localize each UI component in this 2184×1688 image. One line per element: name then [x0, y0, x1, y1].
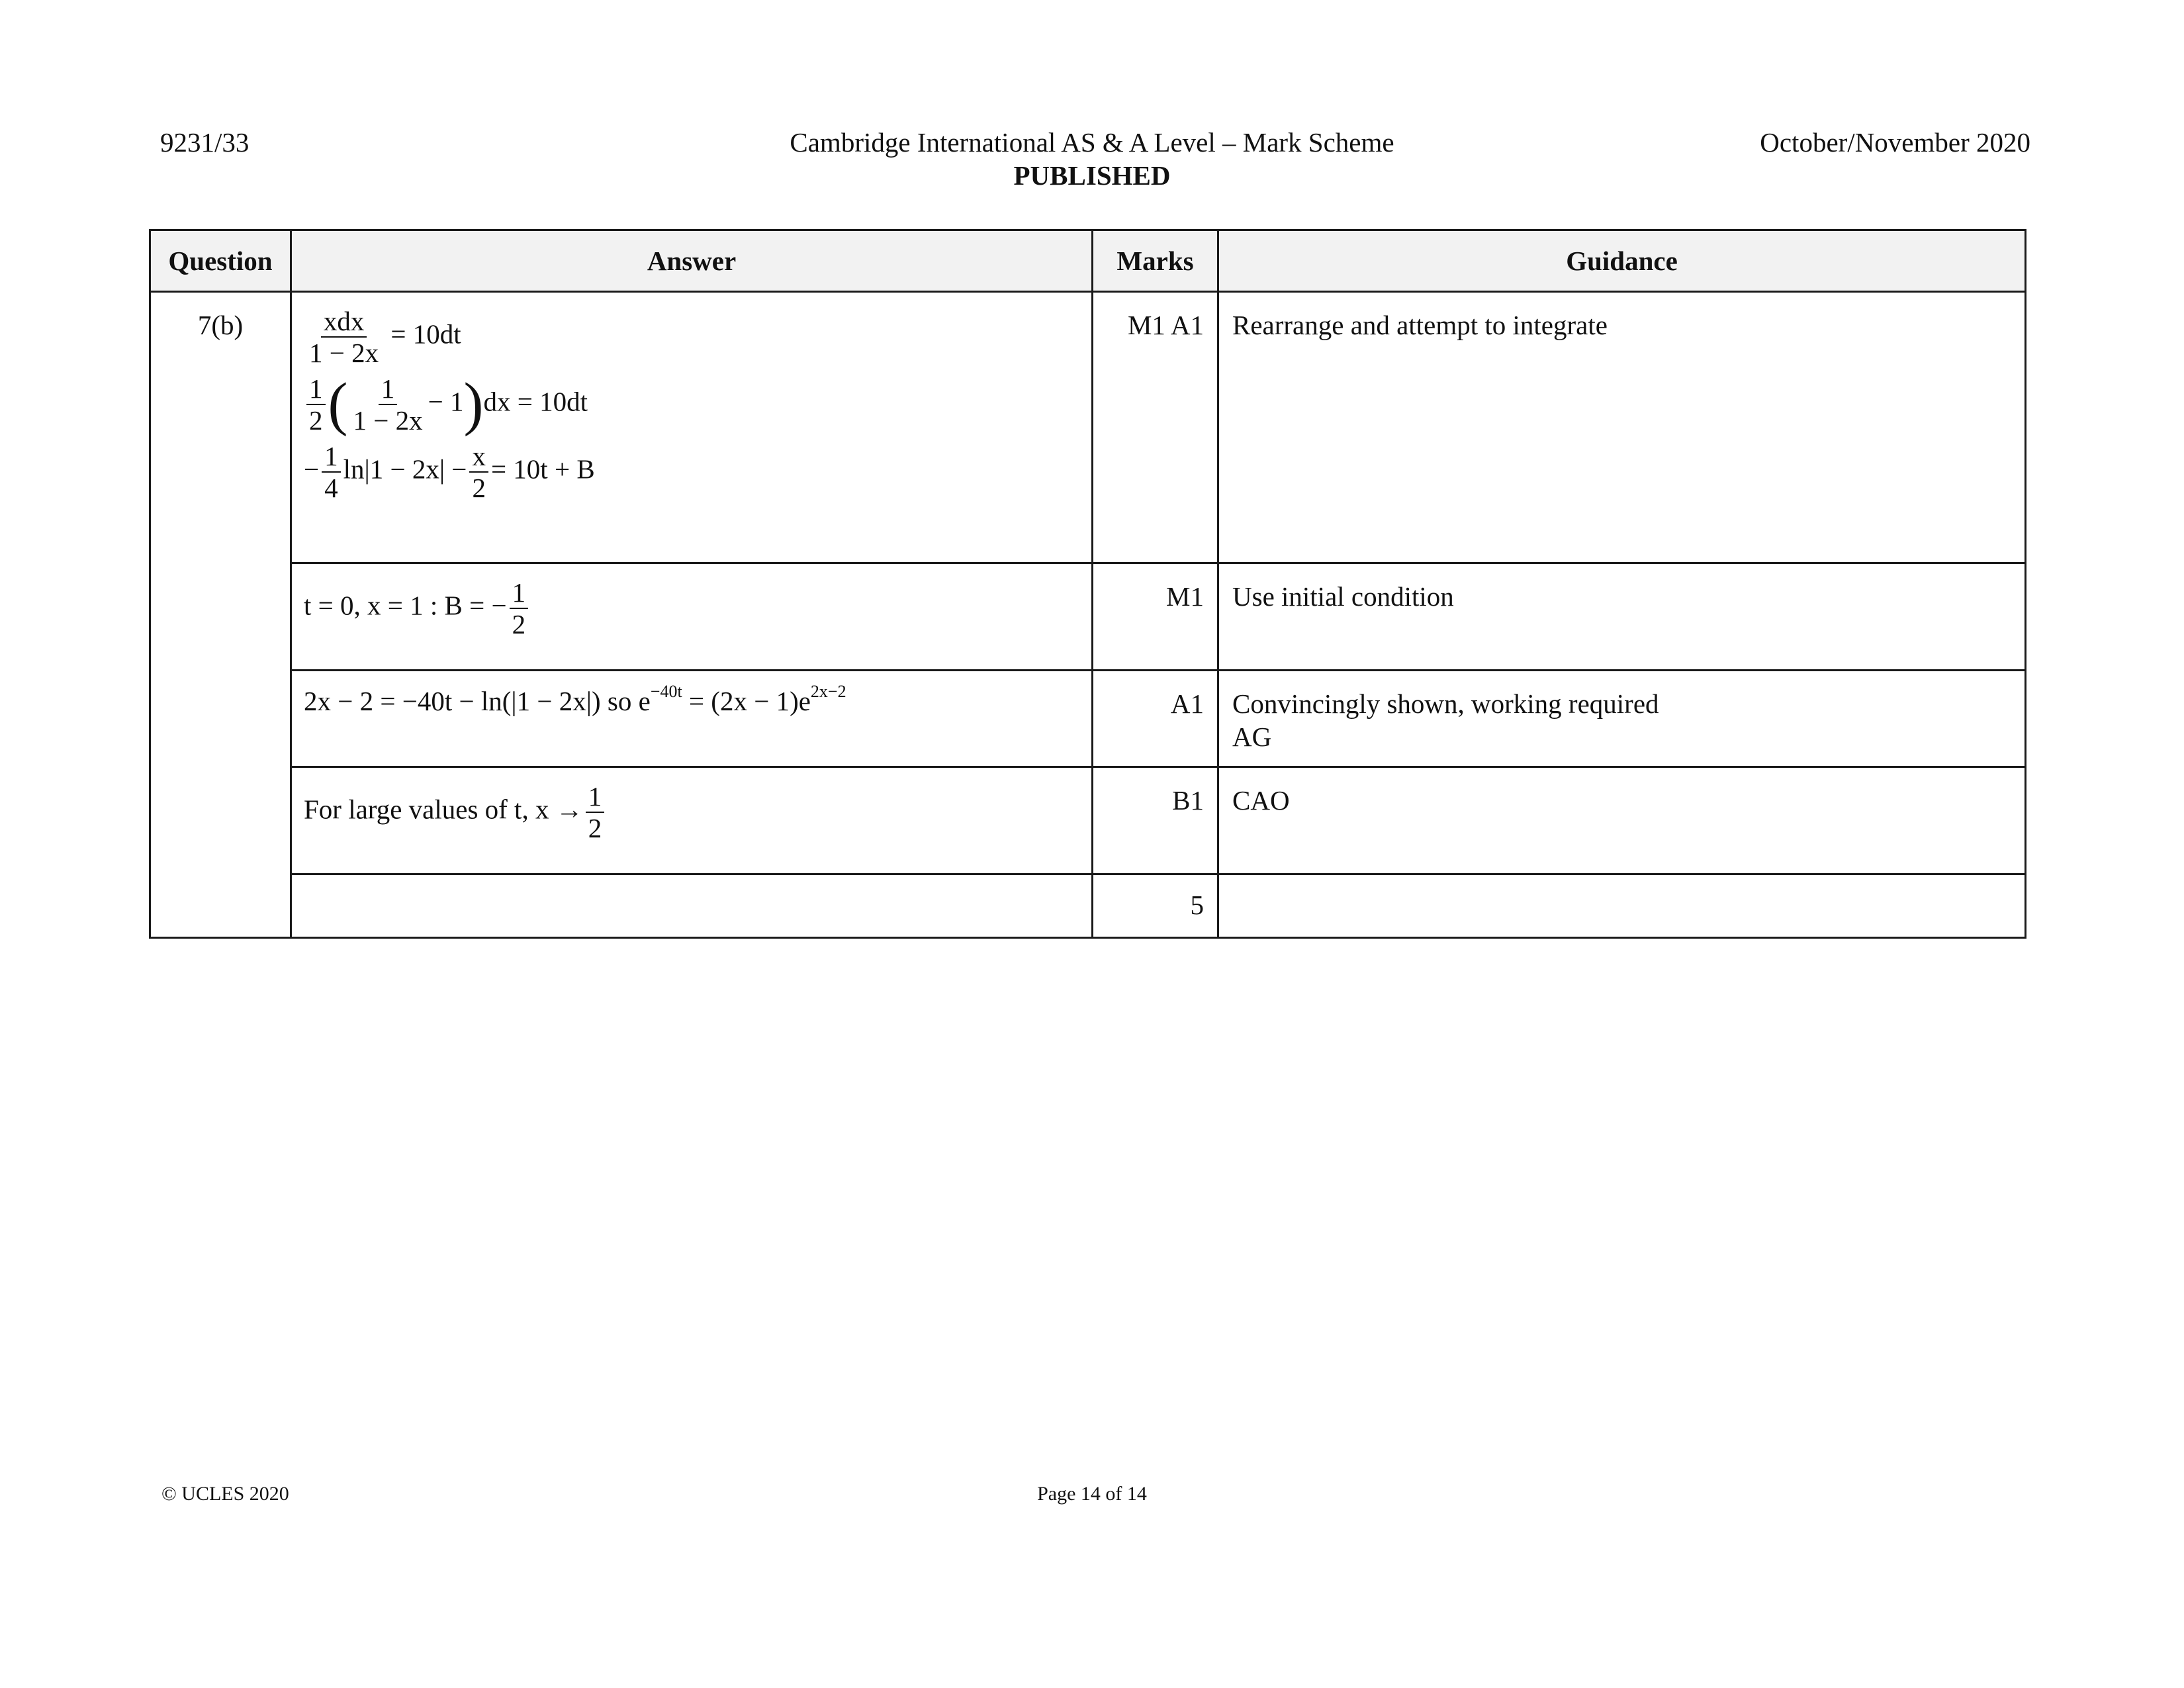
guidance-text: CAO: [1232, 785, 1290, 816]
exponent: −40t: [650, 682, 682, 701]
fraction: [322, 441, 341, 503]
marks-cell: B1: [1093, 767, 1218, 874]
column-header-question: Question: [150, 230, 291, 292]
table-row: [150, 767, 2026, 874]
guidance-cell: [1218, 563, 2026, 671]
answer-text: For large values of t, x →: [304, 794, 583, 825]
answer-equation: [304, 781, 1079, 843]
guidance-text: Rearrange and attempt to integrate: [1232, 310, 1608, 340]
column-header-guidance: Guidance: [1218, 230, 2026, 292]
mark-scheme-table: [149, 229, 2026, 939]
page-number: Page 14 of 14: [1037, 1483, 1147, 1505]
fraction: [510, 577, 529, 639]
marks-cell: M1 A1: [1093, 292, 1218, 563]
fraction-denominator: 2: [472, 473, 486, 503]
fraction: [469, 441, 488, 503]
fraction-denominator: 2: [309, 405, 323, 436]
fraction-numerator: 1: [306, 373, 326, 405]
fraction-numerator: xdx: [321, 306, 367, 338]
total-marks-cell: 5: [1093, 874, 1218, 938]
mark-scheme-title: Cambridge International AS & A Level – Mark Scheme: [790, 127, 1394, 158]
answer-equation: [304, 684, 1079, 718]
answer-cell: [291, 767, 1093, 874]
equation-rhs: = 10dt: [390, 318, 461, 350]
equation-rhs: = (2x − 1)e: [682, 686, 811, 716]
answer-cell: [291, 874, 1093, 938]
copyright: © UCLES 2020: [161, 1483, 289, 1505]
table-row: [150, 671, 2026, 767]
fraction-denominator: 2: [588, 813, 602, 843]
table-header-row: [150, 230, 2026, 292]
equation-term: − 1: [428, 386, 464, 417]
guidance-cell: [1218, 671, 2026, 767]
answer-cell: [291, 563, 1093, 671]
answer-equation: − $\frac{1}{4}$ ln|1 − 2x| − $\frac{x}{2}$ = 10t + B: [304, 441, 595, 503]
equation-lhs: 2x − 2 = −40t − ln(|1 − 2x|) so e: [304, 686, 651, 716]
question-number: 7(b): [150, 292, 291, 938]
equation-lhs: t = 0, x = 1 : B = −: [304, 590, 507, 621]
table-row: [150, 563, 2026, 671]
answer-equation: [304, 577, 1079, 639]
fraction-denominator: 2: [512, 609, 526, 639]
guidance-text: AG: [1232, 722, 1272, 752]
table-row: [150, 874, 2026, 938]
column-header-marks: Marks: [1093, 230, 1218, 292]
fraction-numerator: 1: [586, 781, 605, 813]
fraction-denominator: 4: [324, 473, 338, 503]
marks-cell: A1: [1093, 671, 1218, 767]
answer-equation: $\frac{1}{2}$ ( $\frac{1}{1 - 2x}$ − 1)dx = 10dt: [304, 373, 1079, 436]
fraction-numerator: x: [469, 441, 488, 473]
exam-session: October/November 2020: [1760, 127, 2030, 158]
column-header-answer: Answer: [291, 230, 1093, 292]
guidance-cell: [1218, 292, 2026, 563]
answer-cell: [291, 671, 1093, 767]
syllabus-code: 9231/33: [160, 127, 250, 158]
fraction: [306, 306, 381, 368]
guidance-text: Use initial condition: [1232, 581, 1454, 612]
table-row: [150, 292, 2026, 563]
equation-term: ln|1 − 2x| −: [343, 453, 467, 485]
published-label: PUBLISHED: [1013, 160, 1171, 191]
marks-cell: M1: [1093, 563, 1218, 671]
guidance-cell: [1218, 874, 2026, 938]
fraction-denominator: 1 − 2x: [353, 405, 423, 436]
fraction: [306, 373, 326, 436]
fraction: [586, 781, 605, 843]
guidance-cell: [1218, 767, 2026, 874]
answer-equation: [304, 306, 1079, 368]
equation-rhs: = 10t + B: [490, 453, 595, 485]
fraction-numerator: 1: [379, 373, 398, 405]
fraction-numerator: 1: [322, 441, 341, 473]
fraction-numerator: 1: [510, 577, 529, 609]
answer-cell: [291, 292, 1093, 563]
exponent: 2x−2: [810, 682, 846, 701]
equation-rhs: dx = 10dt: [483, 386, 588, 417]
guidance-text: Convincingly shown, working required: [1232, 688, 1659, 719]
fraction-denominator: 1 − 2x: [309, 338, 379, 368]
fraction: [350, 373, 425, 436]
